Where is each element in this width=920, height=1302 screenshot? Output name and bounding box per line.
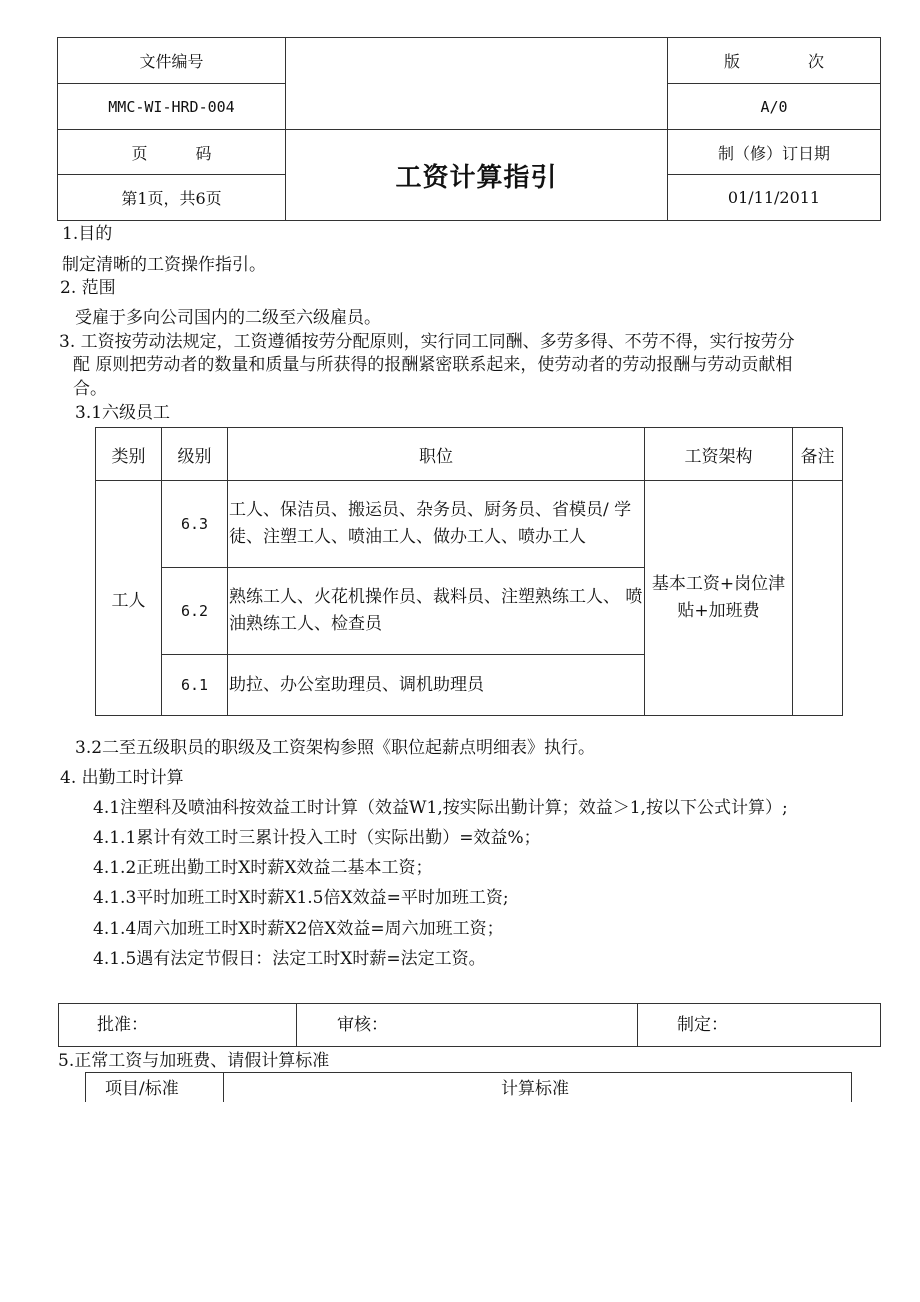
- approval-bar: [58, 1003, 881, 1047]
- table-border: [85, 1072, 86, 1102]
- file-no-label: 文件编号: [58, 38, 286, 84]
- section-4-1-2: 4.1.2正班出勤工时X时薪X效益二基本工资；: [93, 858, 433, 878]
- section-4-1-4: 4.1.4周六加班工时X时薪X2倍X效益=周六加班工资；: [93, 919, 504, 939]
- table-row: [96, 481, 843, 568]
- position-cell: 助拉、办公室助理员、调机助理员: [228, 655, 645, 716]
- section-4-1-1: 4.1.1累计有效工时三累计投入工时（实际出勤）=效益%；: [93, 828, 541, 848]
- section-1-title: 1.目的: [62, 224, 113, 244]
- section-4-1-5: 4.1.5遇有法定节假日：法定工时X时薪=法定工资。: [93, 949, 486, 969]
- remark-cell: [793, 481, 843, 716]
- section-4-title: 4. 出勤工时计算: [60, 768, 184, 788]
- version-label: 版 次: [668, 38, 881, 84]
- section-3-text-line2: 配 原则把劳动者的数量和质量与所获得的报酬紧密联系起来，使劳动者的劳动报酬与劳动贡献相: [73, 355, 793, 375]
- level-cell: 6.2: [162, 568, 228, 655]
- category-cell: 工人: [96, 481, 162, 716]
- page-value: 第1页，共6页: [58, 175, 286, 221]
- table-border: [223, 1072, 224, 1102]
- section-1-text: 制定清晰的工资操作指引。: [62, 255, 266, 275]
- file-no: MMC-WI-HRD-004: [58, 84, 286, 130]
- section-3-text-line3: 合。: [73, 379, 107, 399]
- col-header-structure: 工资架构: [645, 428, 793, 481]
- level-cell: 6.3: [162, 481, 228, 568]
- section-4-1-3: 4.1.3平时加班工时X时薪X1.5倍X效益=平时加班工资;: [93, 888, 509, 908]
- standard-table: [85, 1072, 853, 1102]
- position-cell: 熟练工人、火花机操作员、裁料员、注塑熟练工人、 喷油熟练工人、检查员: [228, 568, 645, 655]
- section-3-1-title: 3.1六级员工: [75, 403, 171, 423]
- table-border: [851, 1072, 852, 1102]
- document-header-table: [57, 37, 881, 221]
- col-header-category: 类别: [96, 428, 162, 481]
- structure-cell: 基本工资+岗位津贴+加班费: [645, 481, 793, 716]
- page-label: 页 码: [58, 130, 286, 175]
- approval-approve: 批准：: [97, 1015, 148, 1035]
- col-header-remark: 备注: [793, 428, 843, 481]
- col-header-standard: 计算标准: [501, 1079, 569, 1099]
- version: A/0: [668, 84, 881, 130]
- approval-divider: [296, 1004, 297, 1046]
- table-border: [85, 1072, 852, 1073]
- approval-prepare: 制定：: [677, 1015, 728, 1035]
- date: 01/11/2011: [668, 175, 881, 221]
- level-table: [95, 427, 843, 716]
- level-cell: 6.1: [162, 655, 228, 716]
- section-5-title: 5.正常工资与加班费、请假计算标准: [58, 1051, 330, 1071]
- document-title: 工资计算指引: [286, 130, 668, 221]
- approval-review: 审核：: [337, 1015, 388, 1035]
- section-2-text: 受雇于多向公司国内的二级至六级雇员。: [75, 308, 381, 328]
- section-3-text-line1: 3. 工资按劳动法规定，工资遵循按劳分配原则，实行同工同酬、多劳多得、不劳不得，实行按劳分: [59, 332, 795, 352]
- section-4-1: 4.1注塑科及喷油科按效益工时计算（效益W1,按实际出勤计算；效益＞1,按以下公式计算）;: [93, 798, 788, 818]
- date-label: 制（修）订日期: [668, 130, 881, 175]
- col-header-item: 项目/标准: [105, 1079, 179, 1099]
- header-blank: [286, 38, 668, 130]
- approval-divider: [637, 1004, 638, 1046]
- col-header-level: 级别: [162, 428, 228, 481]
- position-cell: 工人、保洁员、搬运员、杂务员、厨务员、省模员/ 学徒、注塑工人、喷油工人、做办工人、喷办工人: [228, 481, 645, 568]
- col-header-position: 职位: [228, 428, 645, 481]
- section-3-2-text: 3.2二至五级职员的职级及工资架构参照《职位起薪点明细表》执行。: [75, 738, 596, 758]
- section-2-title: 2. 范围: [60, 278, 116, 298]
